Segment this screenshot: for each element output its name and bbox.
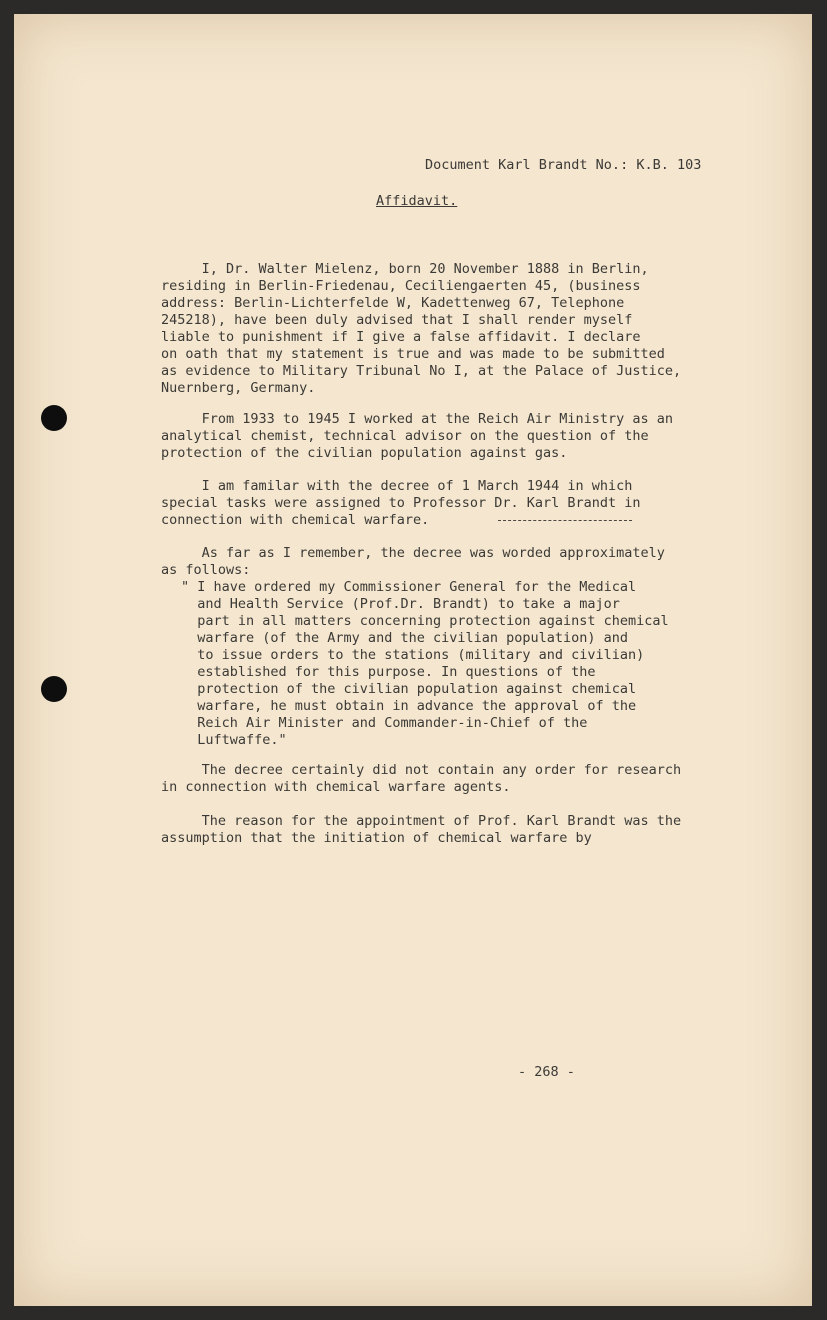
punch-hole-upper (41, 405, 67, 431)
document-header: Document Karl Brandt No.: K.B. 103 (425, 157, 702, 173)
paragraph-decree: I am familar with the decree of 1 March 1944 in which special tasks were assigned to Professor Dr. Karl Brandt in connection with chemical warfare. (161, 478, 641, 528)
document-page (14, 14, 812, 1306)
paragraph-no-research-order: The decree certainly did not contain any order for research in connection with chemical warfare agents. (161, 762, 682, 795)
punch-hole-lower (41, 676, 67, 702)
paragraph-identity: I, Dr. Walter Mielenz, born 20 November 1888 in Berlin, residing in Berlin-Friedenau, Ceciliengaerten 45, (business address: Berlin-Lichterfelde W, Kadettenweg 67, Telephone 245218), have been duly advised that I shall render myself liable to punishment if I give a false affidavit. I declare on oath that my statement is true and was made to be submitted as evidence to Military Tribunal No I, at the Palace of Justice, Nuernberg, Germany. (161, 261, 682, 396)
document-title: Affidavit. (376, 193, 458, 209)
decree-quote: " I have ordered my Commissioner General for the Medical and Health Service (Prof.Dr. Brandt) to take a major part in all matters concerning protection against chemical warfare (of the Army and the civilian population) and to issue orders to the stations (military and civilian) established for this purpose. In questions of the protection of the civilian population against chemical warfare, he must obtain in advance the approval of the Reich Air Minister and Commander-in-Chief of the Luftwaffe." (181, 579, 669, 748)
handwritten-underline (498, 520, 632, 521)
paragraph-wording-intro: As far as I remember, the decree was worded approximately as follows: (161, 545, 665, 578)
paragraph-employment: From 1933 to 1945 I worked at the Reich Air Ministry as an analytical chemist, technical advisor on the question of the protection of the civilian population against gas. (161, 411, 674, 461)
page-number: - 268 - (518, 1064, 575, 1080)
paragraph-appointment-reason: The reason for the appointment of Prof. Karl Brandt was the assumption that the initiation of chemical warfare by (161, 813, 682, 846)
